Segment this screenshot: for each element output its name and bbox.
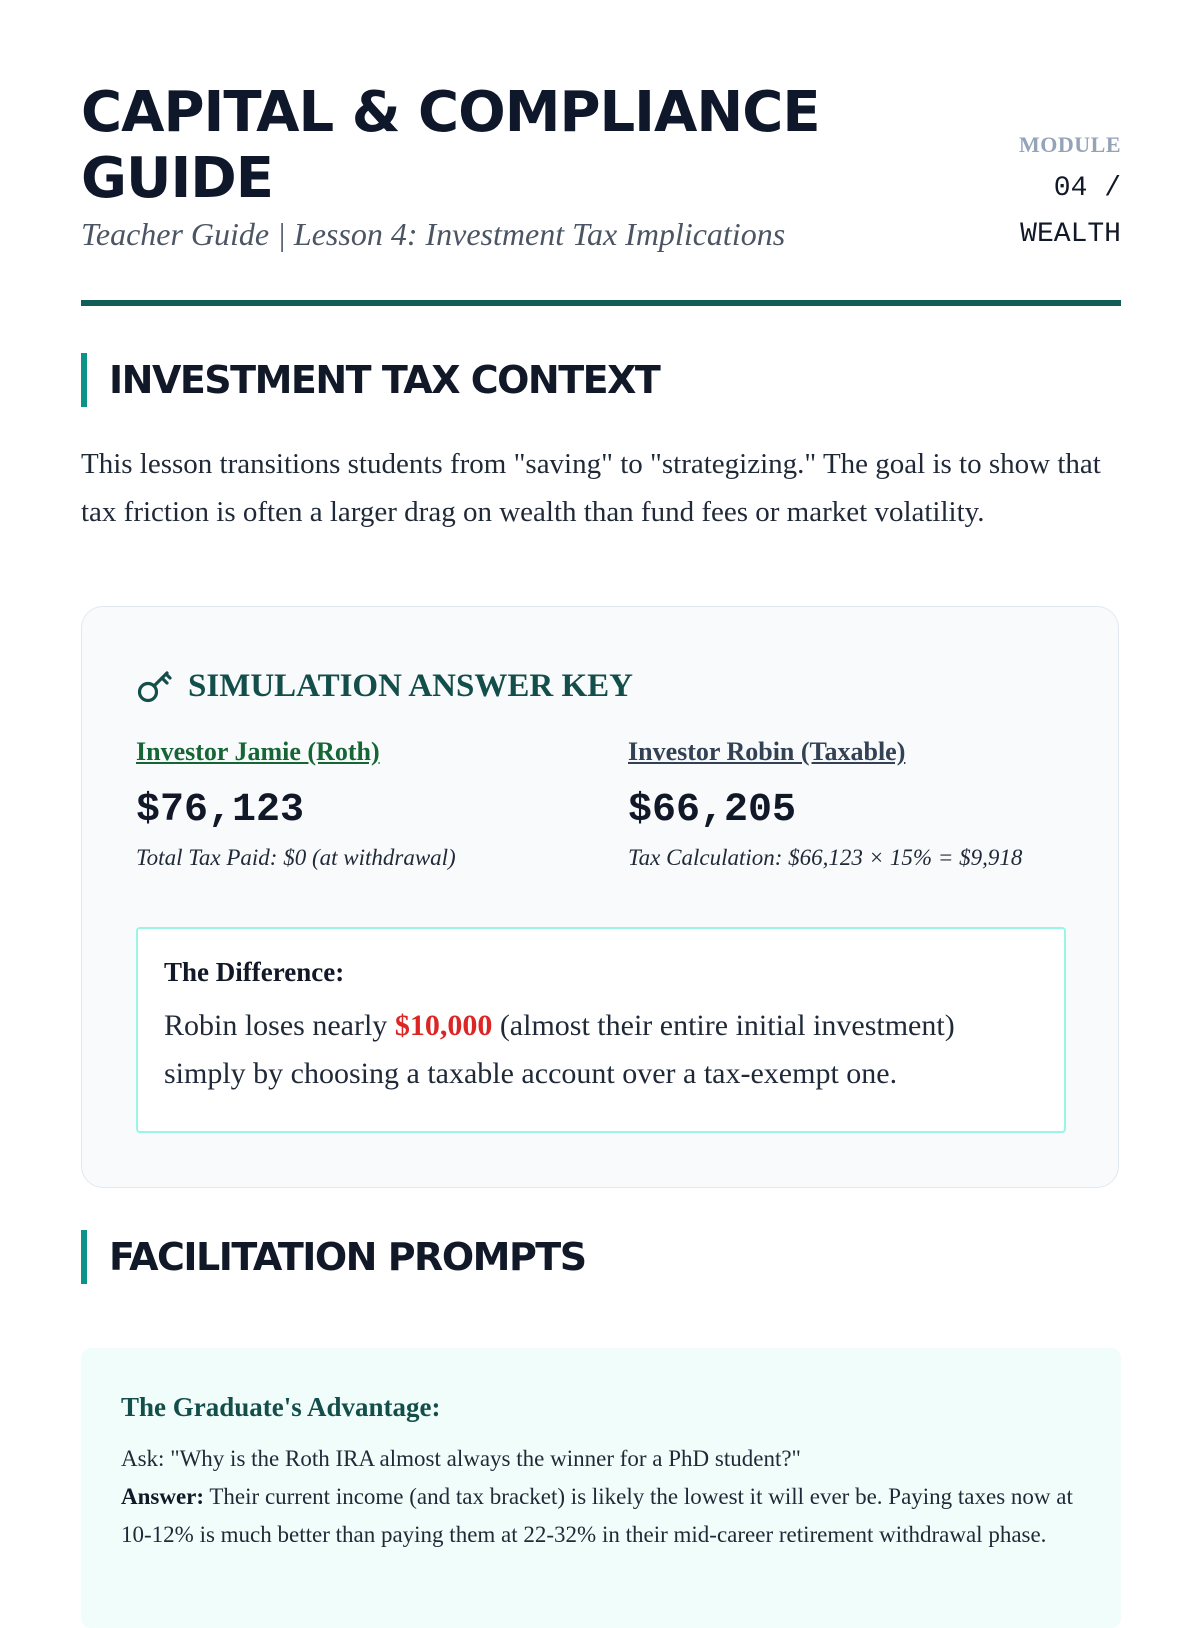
difference-text-before: Robin loses nearly [164, 1009, 395, 1042]
module-badge [1001, 132, 1121, 258]
difference-label: The Difference: [164, 957, 345, 987]
answer-label: Answer: [121, 1484, 205, 1509]
answer-key-card [81, 606, 1119, 1188]
guide-header [81, 0, 1121, 308]
difference-amount: $10,000 [394, 1009, 493, 1042]
difference-box [136, 927, 1066, 1133]
answer-text: Their current income (and tax bracket) is likely the lowest it will ever be. Paying taxes now at 10-12% is much better than paying them at 22-32% in their mid-career retirement withdrawal phase. [121, 1484, 1073, 1547]
investor-robin [628, 737, 1098, 871]
investor-name: Investor Robin (Taxable) [628, 737, 906, 766]
module-label: MODULE [1019, 132, 1121, 157]
difference-text [164, 1002, 1038, 1098]
investor-value: $66,205 [628, 788, 797, 833]
answer-key-header [136, 667, 633, 705]
prompt-title: The Graduate's Advantage: [121, 1392, 441, 1422]
prompt-card [81, 1348, 1121, 1628]
prompt-answer [121, 1478, 1081, 1554]
teacher-guide-page [81, 0, 1121, 1547]
answer-key-title: SIMULATION ANSWER KEY [188, 667, 633, 704]
header-divider [81, 300, 1121, 306]
investor-jamie [136, 737, 606, 871]
prompt-question: Ask: "Why is the Roth IRA almost always the winner for a PhD student?" [121, 1446, 801, 1471]
context-heading: INVESTMENT TAX CONTEXT [81, 353, 659, 407]
investor-value: $76,123 [136, 788, 305, 833]
context-text: This lesson transitions students from "saving" to "strategizing." The goal is to show that tax friction is often a larger drag on wealth than fund fees or market volatility. [81, 448, 1101, 528]
investor-note: Tax Calculation: $66,123 × 15% = $9,918 [628, 845, 1023, 870]
investor-note: Total Tax Paid: $0 (at withdrawal) [136, 845, 456, 870]
prompt-body [121, 1440, 1081, 1554]
guide-title: CAPITAL & COMPLIANCE GUIDE [81, 80, 820, 211]
difference-text-after: (almost their entire initial investment) simply by choosing a taxable account over a tax-exempt one. [164, 1009, 955, 1090]
facilitation-heading: FACILITATION PROMPTS [81, 1230, 586, 1284]
key-icon [136, 667, 174, 705]
investor-name: Investor Jamie (Roth) [136, 737, 380, 766]
module-value: 04 / WEALTH [1020, 173, 1121, 250]
guide-subtitle: Teacher Guide | Lesson 4: Investment Tax Implications [81, 216, 786, 252]
